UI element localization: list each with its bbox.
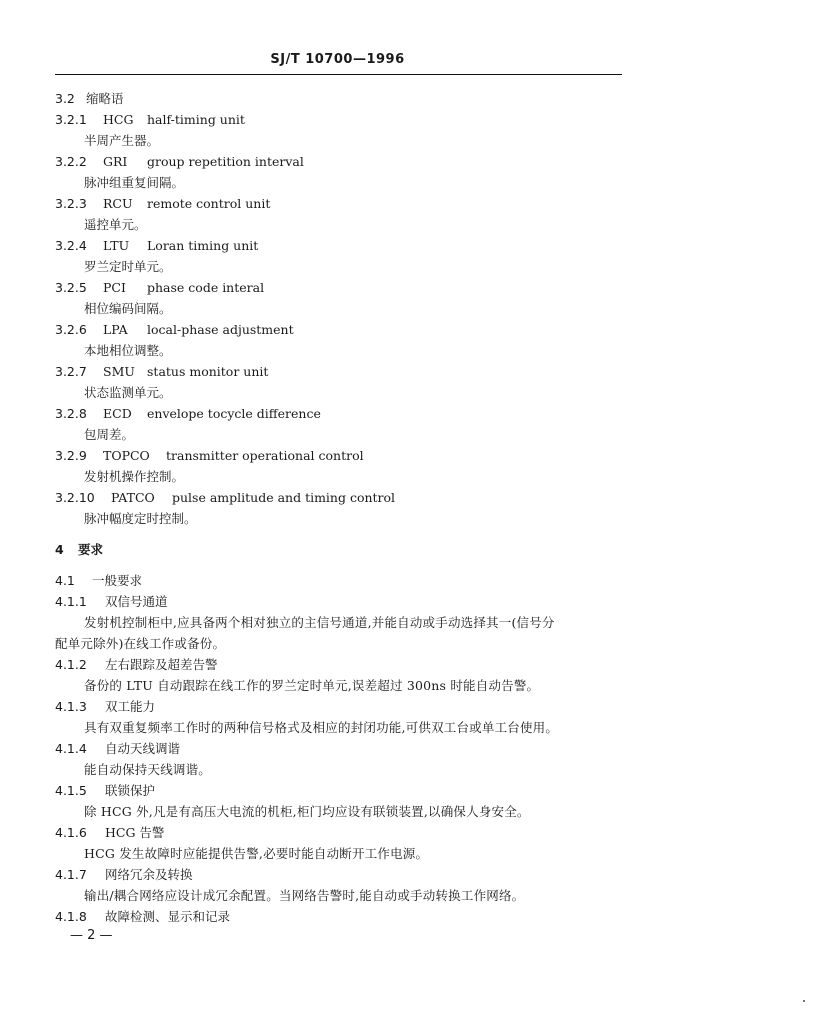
clause-text: 发射机控制柜中,应具备两个相对独立的主信号通道,并能自动或手动选择其一(信号分 — [84, 615, 555, 630]
abbreviation: SMU — [103, 364, 135, 379]
clause-title: HCG 告警 — [105, 825, 165, 840]
clause-text: HCG 发生故障时应能提供告警,必要时能自动断开工作电源。 — [84, 846, 429, 861]
clause-number: 3.2.10 — [55, 490, 95, 505]
clause-title: 双工能力 — [105, 699, 156, 714]
clause-number: 3.2.9 — [55, 448, 87, 463]
clause-number: 3.2.7 — [55, 364, 87, 379]
abbreviation: HCG — [103, 112, 134, 127]
clause-number: 4.1.1 — [55, 594, 87, 609]
clause-title: 网络冗余及转换 — [105, 867, 193, 882]
clause-title: 左右跟踪及超差告警 — [105, 657, 218, 672]
abbreviation-full: remote control unit — [147, 196, 271, 211]
abbreviation-cn: 脉冲幅度定时控制。 — [84, 511, 197, 526]
clause-number: 4.1.2 — [55, 657, 87, 672]
abbreviation-full: group repetition interval — [147, 154, 304, 169]
clause-text: 能自动保持天线调谐。 — [84, 762, 212, 777]
abbreviation: LPA — [103, 322, 128, 337]
clause-text: 输出/耦合网络应设计成冗余配置。当网络告警时,能自动或手动转换工作网络。 — [84, 888, 525, 903]
clause-number: 3.2.8 — [55, 406, 87, 421]
abbreviation: PCI — [103, 280, 126, 295]
clause-number: 4.1.4 — [55, 741, 87, 756]
abbreviation-cn: 相位编码间隔。 — [84, 301, 172, 316]
standard-code: SJ/T 10700—1996 — [270, 52, 405, 67]
clause-title: 联锁保护 — [105, 783, 156, 798]
abbreviation-cn: 本地相位调整。 — [84, 343, 172, 358]
clause-number: 4.1.8 — [55, 909, 87, 924]
clause-title: 自动天线调谐 — [105, 741, 181, 756]
clause-number: 4.1.3 — [55, 699, 87, 714]
abbreviation: RCU — [103, 196, 133, 211]
section-title: 缩略语 — [86, 91, 124, 106]
abbreviation-cn: 包周差。 — [84, 427, 135, 442]
clause-number: 3.2.6 — [55, 322, 87, 337]
chapter-number: 4 — [55, 542, 64, 557]
abbreviation-full: envelope tocycle difference — [147, 406, 321, 421]
abbreviation-full: phase code interal — [147, 280, 265, 295]
section-number: 4.1 — [55, 573, 75, 588]
abbreviation: GRI — [103, 154, 128, 169]
abbreviation: ECD — [103, 406, 132, 421]
clause-title: 故障检测、显示和记录 — [105, 909, 231, 924]
page-number: — 2 — — [70, 928, 113, 943]
abbreviation-full: Loran timing unit — [147, 238, 259, 253]
clause-text: 除 HCG 外,凡是有高压大电流的机柜,柜门均应设有联锁装置,以确保人身安全。 — [84, 804, 530, 819]
clause-number: 4.1.5 — [55, 783, 87, 798]
clause-number: 3.2.3 — [55, 196, 87, 211]
clause-text: 备份的 LTU 自动跟踪在线工作的罗兰定时单元,误差超过 300ns 时能自动告警。 — [84, 678, 540, 693]
abbreviation-full: status monitor unit — [147, 364, 269, 379]
section-number: 3.2 — [55, 91, 75, 106]
section-title: 一般要求 — [92, 573, 143, 588]
abbreviation-cn: 脉冲组重复间隔。 — [84, 175, 185, 190]
clause-number: 3.2.5 — [55, 280, 87, 295]
abbreviation-full: transmitter operational control — [166, 448, 364, 463]
abbreviation-full: local-phase adjustment — [147, 322, 294, 337]
abbreviation-cn: 状态监测单元。 — [84, 385, 172, 400]
clause-number: 4.1.6 — [55, 825, 87, 840]
abbreviation-cn: 发射机操作控制。 — [84, 469, 185, 484]
abbreviation: TOPCO — [103, 448, 150, 463]
abbreviation: PATCO — [111, 490, 155, 505]
clause-number: 3.2.1 — [55, 112, 87, 127]
abbreviation-cn: 半周产生器。 — [84, 133, 160, 148]
abbreviation-cn: 罗兰定时单元。 — [84, 259, 172, 274]
clause-number: 4.1.7 — [55, 867, 87, 882]
abbreviation: LTU — [103, 238, 130, 253]
abbreviation-cn: 遥控单元。 — [84, 217, 147, 232]
abbreviation-full: half-timing unit — [147, 112, 245, 127]
clause-text: 具有双重复频率工作时的两种信号格式及相应的封闭功能,可供双工台或单工台使用。 — [84, 720, 559, 735]
scan-speck — [803, 1000, 805, 1002]
clause-number: 3.2.2 — [55, 154, 87, 169]
abbreviation-full: pulse amplitude and timing control — [172, 490, 396, 505]
chapter-title: 要求 — [78, 542, 104, 557]
clause-text: 配单元除外)在线工作或备份。 — [55, 636, 226, 651]
clause-number: 3.2.4 — [55, 238, 87, 253]
clause-title: 双信号通道 — [105, 594, 168, 609]
header-rule — [55, 74, 622, 75]
